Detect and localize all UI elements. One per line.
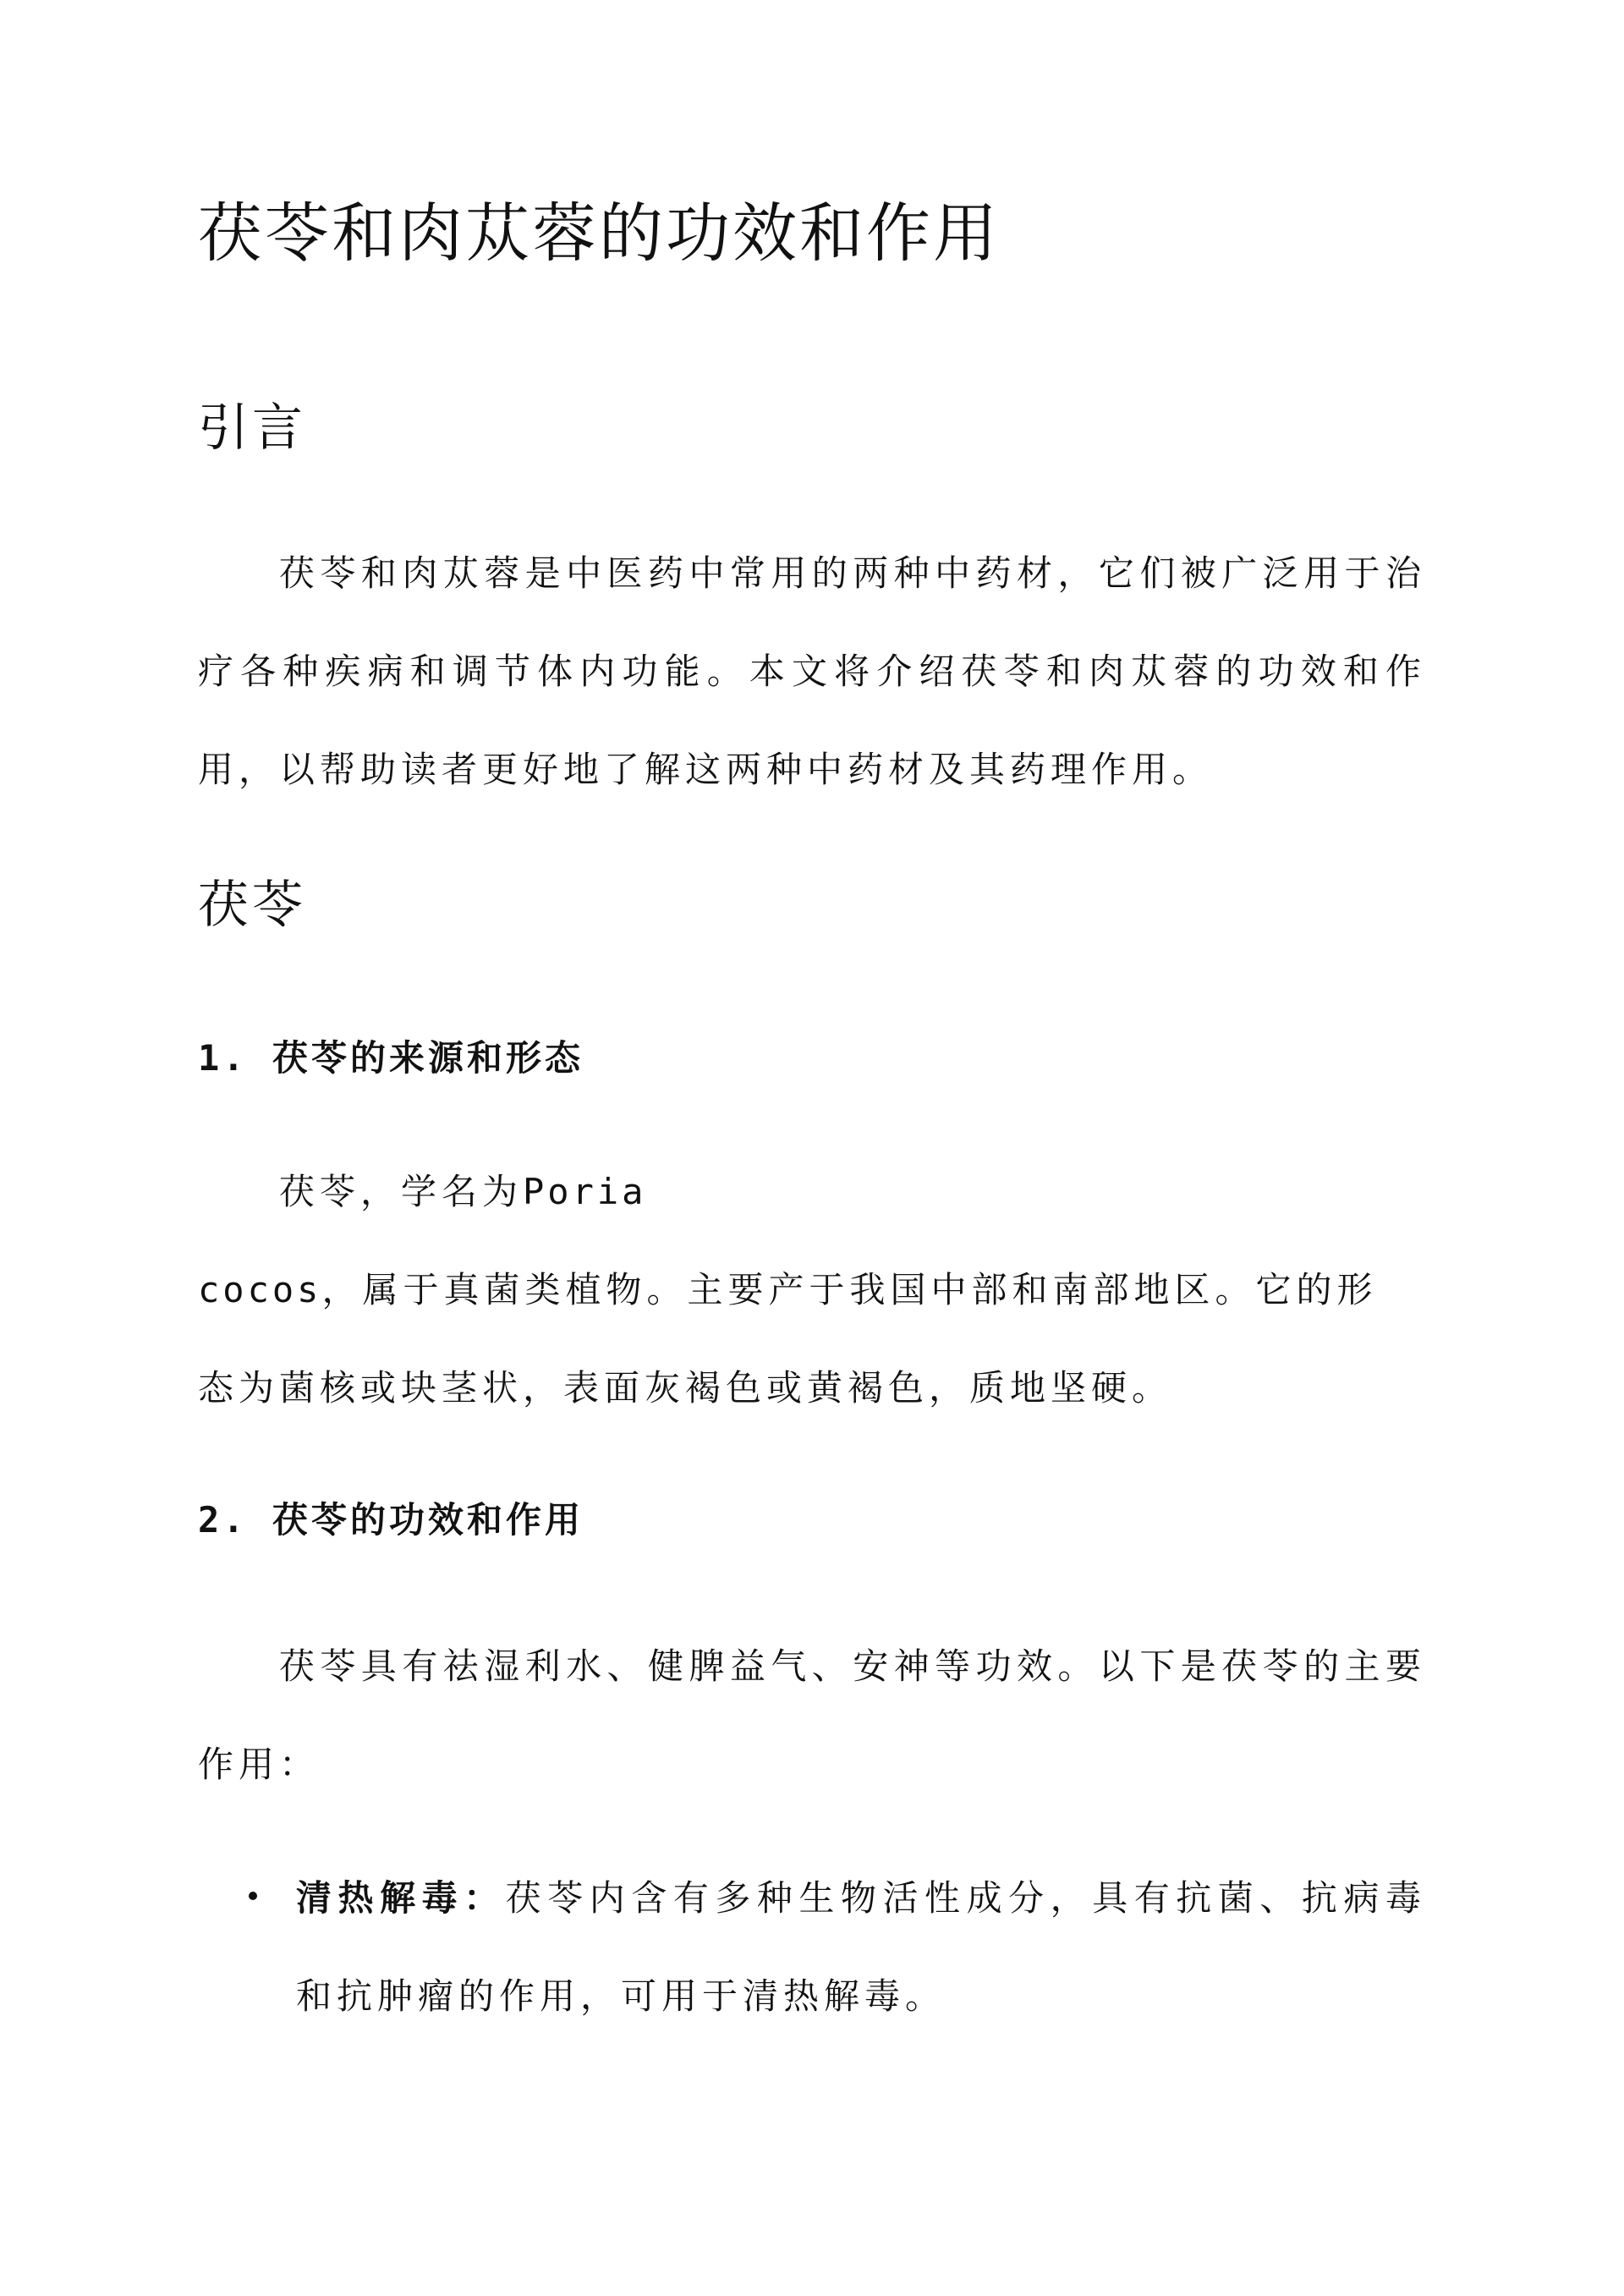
section-1-line-2: [198, 1269, 1378, 1310]
latin-name-genus: Poria: [523, 1171, 647, 1212]
section-1-line-3: 态为菌核或块茎状，表面灰褐色或黄褐色，质地坚硬。: [198, 1367, 1173, 1409]
section-2-heading: [198, 1499, 584, 1541]
section-2-title: 茯苓的功效和作用: [272, 1499, 584, 1541]
effects-list: [249, 1849, 1426, 2046]
bullet-text: 茯苓内含有多种生物活性成分，具有抗菌、抗病毒和抗肿瘤的作用，可用于清热解毒。: [296, 1877, 1426, 2017]
section-1-line-2-text: ，属于真菌类植物。主要产于我国中部和南部地区。它的形: [321, 1269, 1378, 1310]
section-1-prefix: 茯苓，学名为: [279, 1171, 524, 1212]
list-item: [249, 1849, 1426, 2046]
section-1-heading: [198, 1037, 584, 1079]
document-title: 茯苓和肉苁蓉的功效和作用: [198, 195, 1000, 271]
latin-name-species: cocos: [198, 1269, 322, 1310]
section-1-line-1: [279, 1171, 647, 1212]
fuling-heading: 茯苓: [198, 876, 306, 935]
bullet-term: 清热解毒：: [296, 1877, 506, 1919]
section-1-title: 茯苓的来源和形态: [272, 1037, 584, 1079]
section-2-number: 2.: [198, 1499, 248, 1541]
section-2-paragraph: 茯苓具有祛湿利水、健脾益气、安神等功效。以下是茯苓的主要作用：: [198, 1645, 1426, 1785]
bullet-dot-icon: [249, 1892, 257, 1900]
intro-heading: 引言: [198, 398, 306, 458]
intro-paragraph: 茯苓和肉苁蓉是中医药中常用的两种中药材，它们被广泛用于治疗各种疾病和调节体内功能。本文将介绍茯苓和肉苁蓉的功效和作用，以帮助读者更好地了解这两种中药材及其药理作用。: [198, 552, 1426, 790]
section-1-number: 1.: [198, 1037, 248, 1079]
